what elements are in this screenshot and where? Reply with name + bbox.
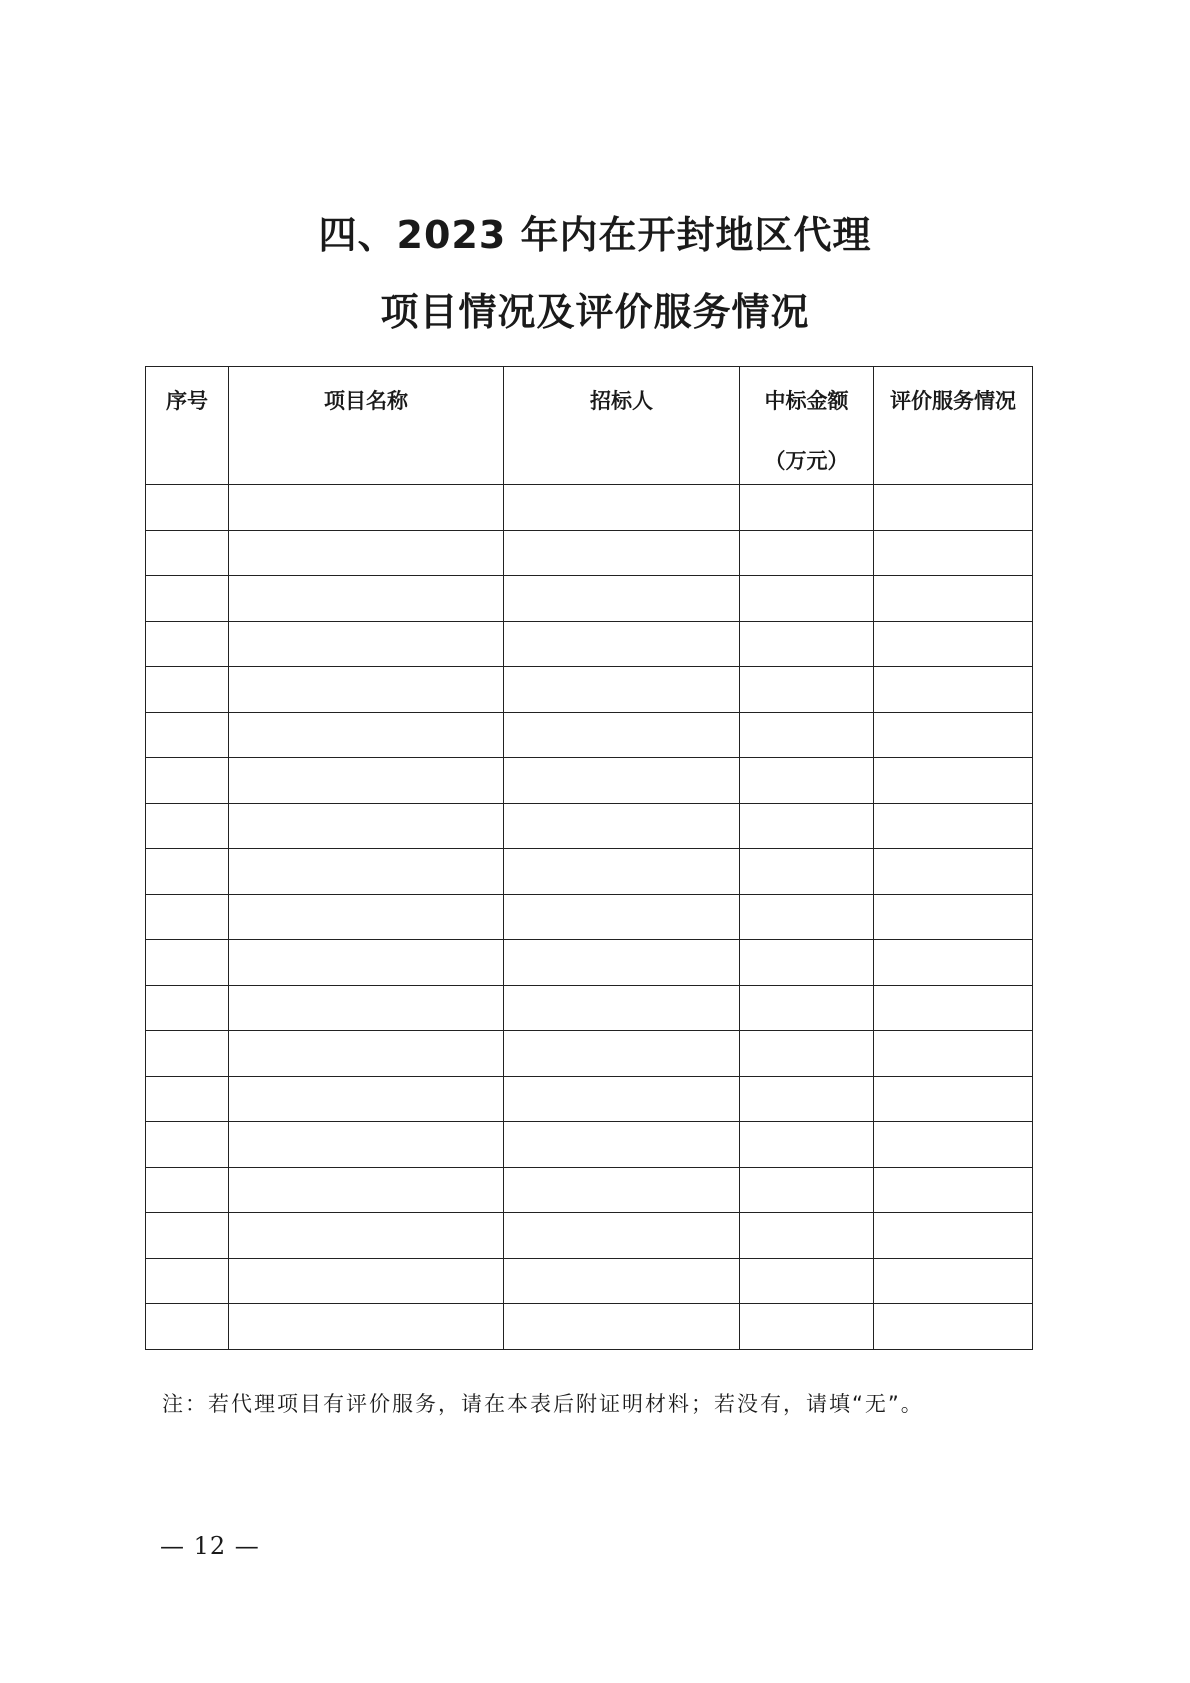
- table-cell[interactable]: [504, 576, 740, 622]
- table-cell[interactable]: [874, 712, 1033, 758]
- table-cell[interactable]: [229, 1167, 504, 1213]
- table-header-row: [146, 367, 1033, 485]
- table-body: [146, 485, 1033, 1350]
- table-cell[interactable]: [146, 940, 229, 986]
- table-cell[interactable]: [740, 1031, 874, 1077]
- table-cell[interactable]: [740, 985, 874, 1031]
- table-cell[interactable]: [874, 485, 1033, 531]
- table-cell[interactable]: [504, 940, 740, 986]
- table-cell[interactable]: [874, 530, 1033, 576]
- table-row: [146, 621, 1033, 667]
- table-cell[interactable]: [229, 803, 504, 849]
- table-row: [146, 849, 1033, 895]
- table-cell[interactable]: [874, 758, 1033, 804]
- table-cell[interactable]: [874, 1213, 1033, 1259]
- table-cell[interactable]: [874, 985, 1033, 1031]
- table-cell[interactable]: [504, 530, 740, 576]
- table-cell[interactable]: [229, 485, 504, 531]
- table-cell[interactable]: [874, 576, 1033, 622]
- table-cell[interactable]: [229, 530, 504, 576]
- table-cell[interactable]: [740, 485, 874, 531]
- table-cell[interactable]: [504, 894, 740, 940]
- table-cell[interactable]: [874, 894, 1033, 940]
- table-cell[interactable]: [146, 485, 229, 531]
- table-cell[interactable]: [229, 667, 504, 713]
- table-cell[interactable]: [229, 1122, 504, 1168]
- table-cell[interactable]: [504, 1076, 740, 1122]
- table-cell[interactable]: [504, 1213, 740, 1259]
- header-bid-amount-unit: （万元）: [764, 449, 849, 473]
- table-cell[interactable]: [874, 667, 1033, 713]
- table-cell[interactable]: [229, 940, 504, 986]
- table-cell[interactable]: [146, 1031, 229, 1077]
- table-cell[interactable]: [229, 985, 504, 1031]
- table-cell[interactable]: [504, 758, 740, 804]
- table-cell[interactable]: [146, 1122, 229, 1168]
- table-cell[interactable]: [504, 712, 740, 758]
- table-cell[interactable]: [874, 1258, 1033, 1304]
- table-cell[interactable]: [229, 1031, 504, 1077]
- table-row: [146, 1031, 1033, 1077]
- table-cell[interactable]: [504, 849, 740, 895]
- table-cell[interactable]: [504, 1031, 740, 1077]
- table-row: [146, 1213, 1033, 1259]
- table-cell[interactable]: [740, 1076, 874, 1122]
- header-project-name: 项目名称: [229, 367, 504, 485]
- table-cell[interactable]: [146, 803, 229, 849]
- table-row: [146, 803, 1033, 849]
- table-row: [146, 712, 1033, 758]
- table-cell[interactable]: [229, 894, 504, 940]
- table-cell[interactable]: [740, 1258, 874, 1304]
- table-cell[interactable]: [229, 712, 504, 758]
- table-cell[interactable]: [504, 1167, 740, 1213]
- table-cell[interactable]: [740, 849, 874, 895]
- table-cell[interactable]: [740, 1304, 874, 1350]
- table-row: [146, 894, 1033, 940]
- table-cell[interactable]: [146, 1304, 229, 1350]
- table-cell[interactable]: [146, 1167, 229, 1213]
- table-cell[interactable]: [229, 758, 504, 804]
- table-cell[interactable]: [740, 576, 874, 622]
- table-cell[interactable]: [229, 1258, 504, 1304]
- table-cell[interactable]: [146, 849, 229, 895]
- table-cell[interactable]: [229, 621, 504, 667]
- table-cell[interactable]: [146, 985, 229, 1031]
- header-bid-amount-label: 中标金额: [764, 389, 849, 413]
- header-tenderer: 招标人: [504, 367, 740, 485]
- header-index: 序号: [146, 367, 229, 485]
- table-row: [146, 530, 1033, 576]
- table-cell[interactable]: [740, 530, 874, 576]
- table-cell[interactable]: [146, 758, 229, 804]
- table-cell[interactable]: [874, 1122, 1033, 1168]
- table-cell[interactable]: [740, 758, 874, 804]
- table-cell[interactable]: [146, 712, 229, 758]
- table-cell[interactable]: [146, 1213, 229, 1259]
- table-cell[interactable]: [146, 1258, 229, 1304]
- table-cell[interactable]: [874, 1167, 1033, 1213]
- table-cell[interactable]: [740, 712, 874, 758]
- table-cell[interactable]: [146, 894, 229, 940]
- table-cell[interactable]: [740, 667, 874, 713]
- table-row: [146, 985, 1033, 1031]
- table-row: [146, 758, 1033, 804]
- table-row: [146, 576, 1033, 622]
- table-cell[interactable]: [504, 1304, 740, 1350]
- table-cell[interactable]: [740, 1213, 874, 1259]
- table-cell[interactable]: [504, 667, 740, 713]
- table-cell[interactable]: [874, 1031, 1033, 1077]
- table-cell[interactable]: [504, 621, 740, 667]
- table-row: [146, 1167, 1033, 1213]
- table-cell[interactable]: [146, 621, 229, 667]
- table-cell[interactable]: [874, 621, 1033, 667]
- table-cell[interactable]: [229, 1213, 504, 1259]
- table-cell[interactable]: [504, 803, 740, 849]
- table-row: [146, 1076, 1033, 1122]
- table-cell[interactable]: [504, 1258, 740, 1304]
- page-title-line-1: 四、2023 年内在开封地区代理: [318, 213, 872, 257]
- table-cell[interactable]: [740, 803, 874, 849]
- header-bid-amount: [740, 367, 874, 485]
- table-row: [146, 1304, 1033, 1350]
- table-cell[interactable]: [874, 849, 1033, 895]
- table-cell[interactable]: [504, 1122, 740, 1168]
- table-cell[interactable]: [504, 485, 740, 531]
- table-cell[interactable]: [504, 985, 740, 1031]
- table-cell[interactable]: [146, 667, 229, 713]
- table-cell[interactable]: [740, 894, 874, 940]
- page-number: — 12 —: [160, 1532, 260, 1560]
- table-cell[interactable]: [740, 940, 874, 986]
- table-cell[interactable]: [146, 1076, 229, 1122]
- agency-projects-table: [145, 366, 1033, 1350]
- table-cell[interactable]: [229, 849, 504, 895]
- table-cell[interactable]: [874, 803, 1033, 849]
- table-cell[interactable]: [229, 576, 504, 622]
- table-row: [146, 667, 1033, 713]
- table-cell[interactable]: [874, 1304, 1033, 1350]
- table-cell[interactable]: [229, 1076, 504, 1122]
- table-row: [146, 940, 1033, 986]
- page-title-line-2: 项目情况及评价服务情况: [380, 290, 810, 334]
- header-evaluation: 评价服务情况: [874, 367, 1033, 485]
- table-cell[interactable]: [740, 1167, 874, 1213]
- table-cell[interactable]: [874, 1076, 1033, 1122]
- table-footnote: 注：若代理项目有评价服务，请在本表后附证明材料；若没有，请填“无”。: [162, 1392, 924, 1416]
- table-cell[interactable]: [874, 940, 1033, 986]
- table-row: [146, 485, 1033, 531]
- table-cell[interactable]: [229, 1304, 504, 1350]
- table-cell[interactable]: [146, 530, 229, 576]
- table-row: [146, 1122, 1033, 1168]
- table-row: [146, 1258, 1033, 1304]
- table-cell[interactable]: [740, 1122, 874, 1168]
- table-cell[interactable]: [146, 576, 229, 622]
- table-cell[interactable]: [740, 621, 874, 667]
